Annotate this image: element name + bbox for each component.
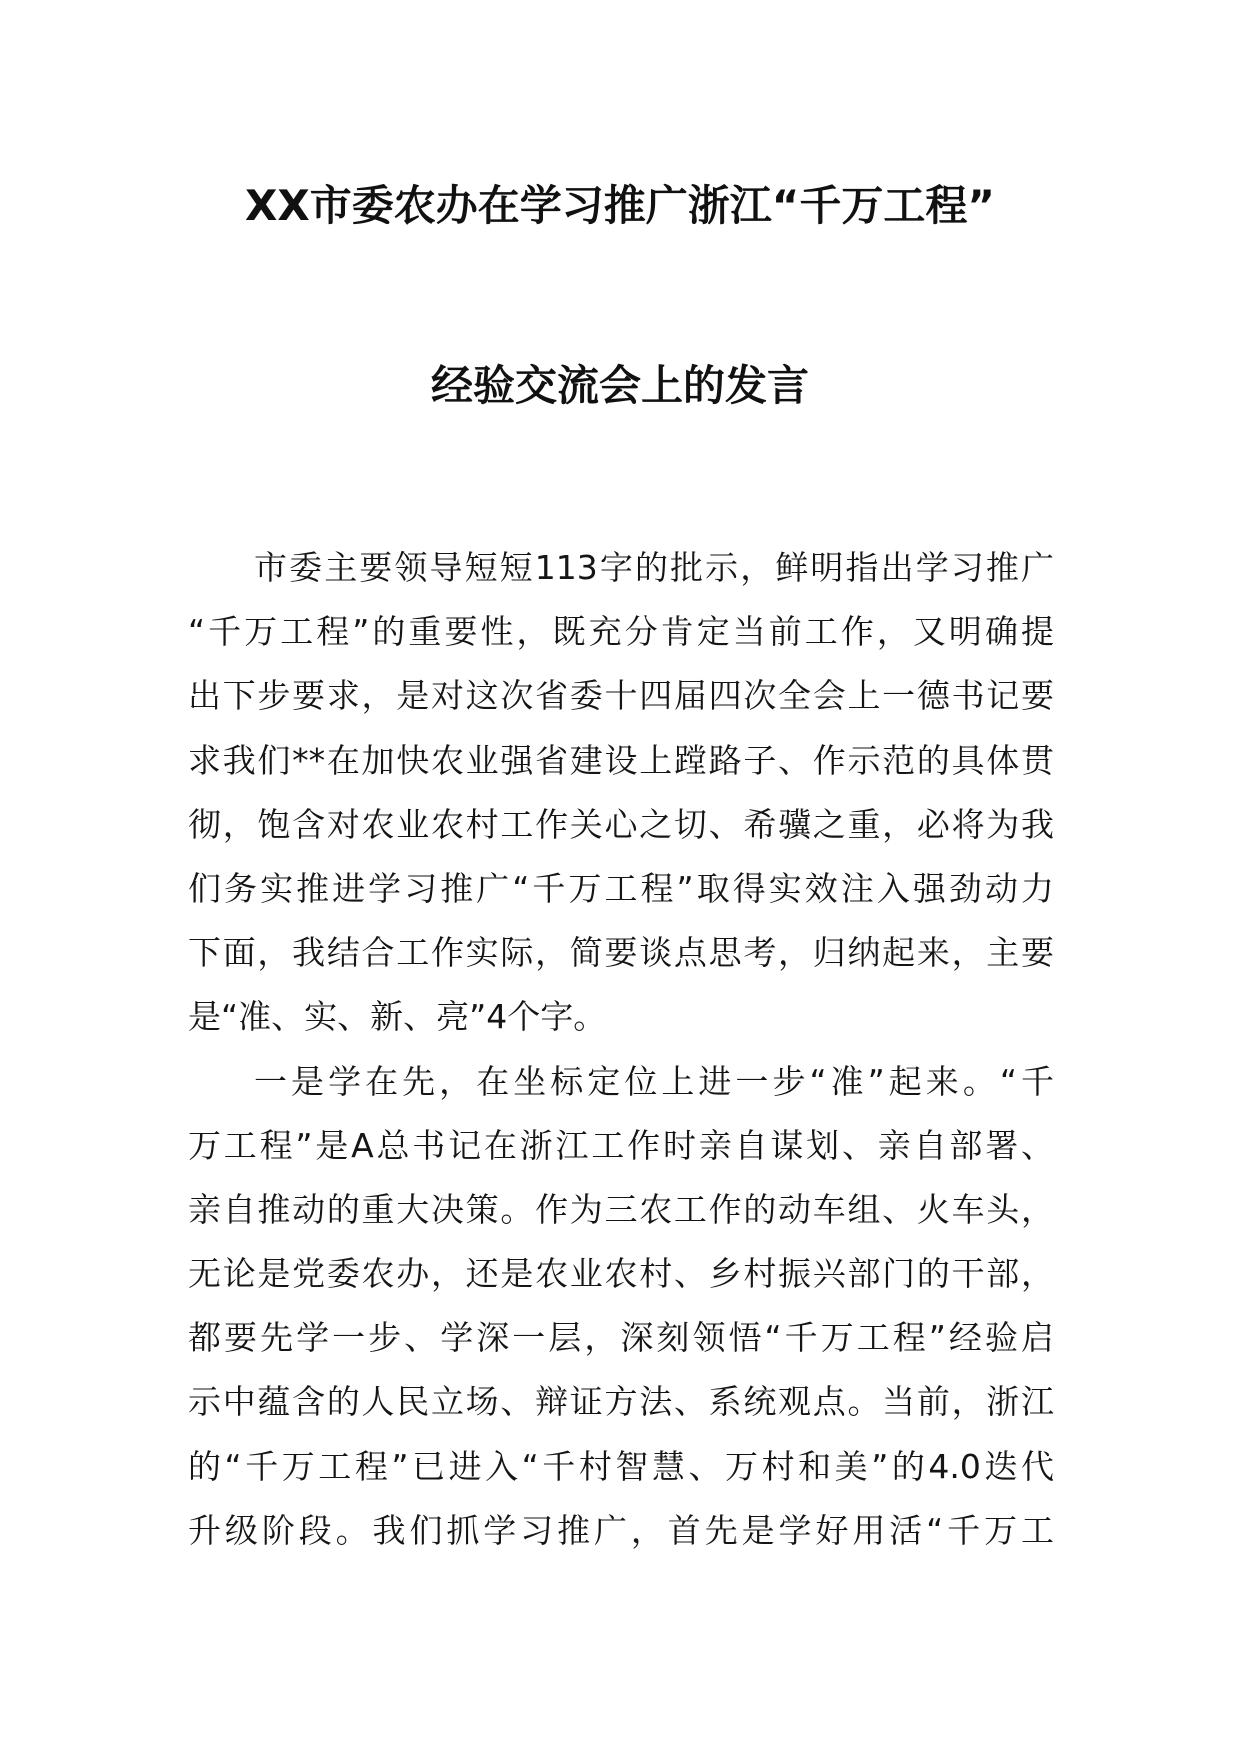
body-line-9: 一是学在先，在坐标定位上进一步“准”起来。“千 — [254, 1061, 1054, 1101]
body-line-10: 万工程”是A总书记在浙江工作时亲自谋划、亲自部署、 — [188, 1125, 1054, 1165]
body-line-1: 市委主要领导短短113字的批示，鲜明指出学习推广 — [254, 548, 1054, 587]
body-line-8: 是“准、实、新、亮”4个字。 — [188, 997, 607, 1037]
body-line-2: “千万工程”的重要性，既充分肯定当前工作，又明确提 — [188, 612, 1054, 652]
body-line-16: 升级阶段。我们抓学习推广，首先是学好用活“千万工 — [188, 1510, 1054, 1550]
document-title-line-2: 经验交流会上的发言 — [430, 361, 809, 410]
body-line-15: 的“千万工程”已进入“千村智慧、万村和美”的4.0迭代 — [188, 1446, 1054, 1486]
body-line-5: 彻，饱含对农业农村工作关心之切、希骥之重，必将为我 — [188, 804, 1054, 844]
body-line-3: 出下步要求，是对这次省委十四届四次全会上一德书记要 — [188, 676, 1054, 716]
body-line-4: 求我们**在加快农业强省建设上蹚路子、作示范的具体贯 — [188, 740, 1054, 780]
document-title-line-1: XX市委农办在学习推广浙江“千万工程” — [245, 181, 995, 230]
body-line-14: 示中蕴含的人民立场、辩证方法、系统观点。当前，浙江 — [188, 1382, 1054, 1422]
body-line-6: 们务实推进学习推广“千万工程”取得实效注入强劲动力 — [188, 868, 1054, 908]
body-line-12: 无论是党委农办，还是农业农村、乡村振兴部门的干部， — [188, 1254, 1054, 1294]
body-line-13: 都要先学一步、学深一层，深刻领悟“千万工程”经验启 — [188, 1318, 1054, 1358]
body-line-7: 下面，我结合工作实际，简要谈点思考，归纳起来，主要 — [188, 933, 1054, 973]
document-body — [188, 536, 1054, 1563]
body-line-11: 亲自推动的重大决策。作为三农工作的动车组、火车头， — [188, 1189, 1054, 1229]
